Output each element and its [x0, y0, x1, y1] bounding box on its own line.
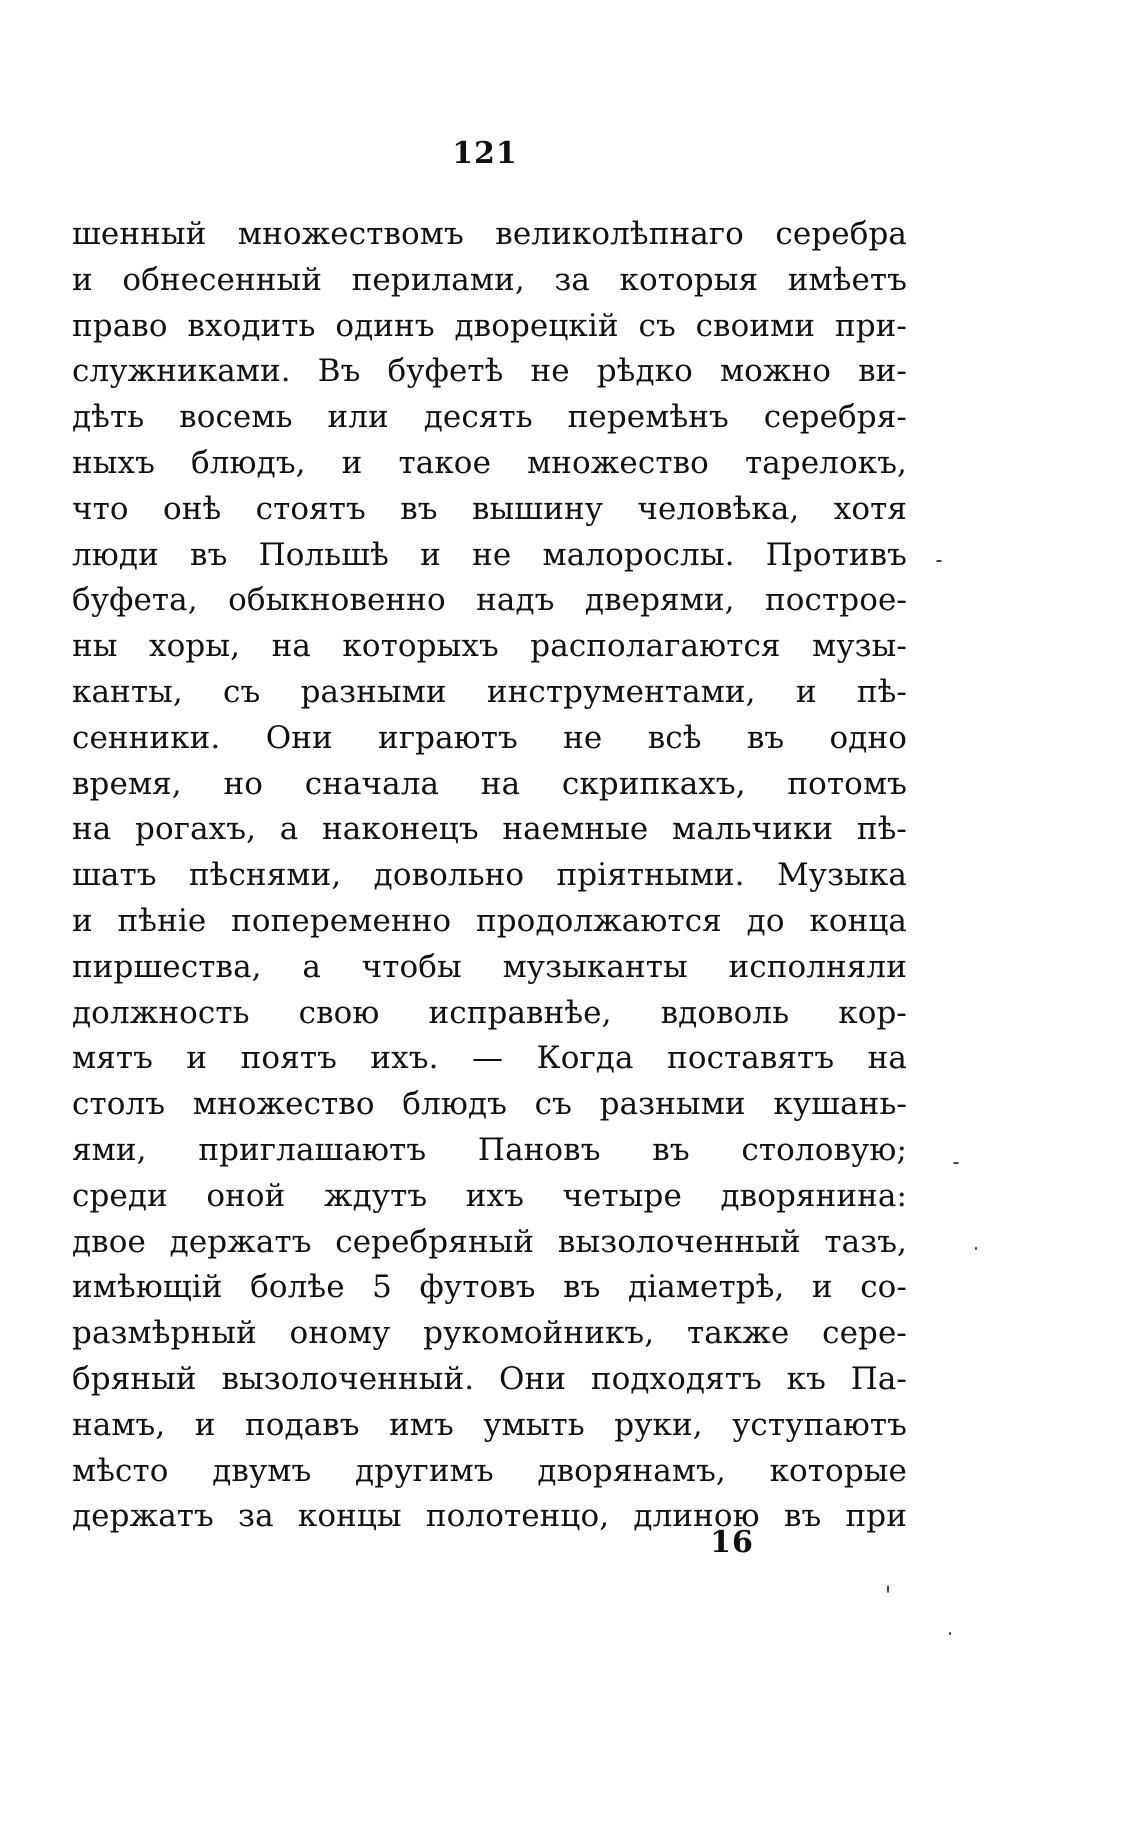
speck-mark — [936, 560, 942, 562]
text-line: канты, съ разными инструментами, и пѣ- — [72, 673, 907, 710]
speck-mark — [975, 1247, 977, 1250]
text-line: право входить одинъ дворецкій съ своими при- — [72, 307, 907, 344]
text-line: ны хоры, на которыхъ располагаются музы- — [72, 628, 907, 665]
text-line: ями, приглашаютъ Пановъ въ столовую; — [72, 1131, 907, 1168]
text-line: двое держатъ серебряный вызолоченный тазъ, — [72, 1223, 907, 1260]
signature-mark: 16 — [710, 1525, 754, 1560]
text-line: сенники. Они играютъ не всѣ въ одно — [72, 719, 907, 756]
text-line: шенный множествомъ великолѣпнаго серебра — [72, 216, 907, 252]
speck-mark — [949, 1632, 951, 1635]
speck-mark — [953, 1162, 959, 1164]
text-line: среди оной ждутъ ихъ четыре дворянина: — [72, 1177, 907, 1214]
text-line: намъ, и подавъ имъ умыть руки, уступаютъ — [72, 1406, 907, 1443]
text-line: люди въ Польшѣ и не малорослы. Противъ — [72, 536, 907, 573]
text-line: шатъ пѣснями, довольно пріятными. Музыка — [72, 857, 907, 894]
text-line: и обнесенный перилами, за которыя имѣетъ — [72, 261, 907, 298]
speck-mark — [887, 1585, 889, 1593]
text-line: столъ множество блюдъ съ разными кушань- — [72, 1086, 907, 1123]
text-line: держатъ за концы полотенцо, длиною въ при — [72, 1498, 907, 1535]
text-line: имѣющій болѣе 5 футовъ въ діаметрѣ, и со- — [72, 1269, 907, 1306]
text-line: время, но сначала на скрипкахъ, потомъ — [72, 765, 907, 802]
text-line: бряный вызолоченный. Они подходятъ къ Па- — [72, 1360, 907, 1397]
text-line: пиршества, а чтобы музыканты исполняли — [72, 948, 907, 985]
text-line: должность свою исправнѣе, вдоволь кор- — [72, 994, 907, 1031]
text-line: буфета, обыкновенно надъ дверями, построе- — [72, 582, 907, 619]
text-line: дѣть восемь или десять перемѣнъ серебря- — [72, 399, 907, 436]
text-line: на рогахъ, а наконецъ наемные мальчики пѣ- — [72, 811, 907, 848]
text-line: что онѣ стоятъ въ вышину человѣка, хотя — [72, 490, 907, 527]
text-line: мѣсто двумъ другимъ дворянамъ, которые — [72, 1452, 907, 1489]
text-line: размѣрный оному рукомойникъ, также сере- — [72, 1315, 907, 1352]
text-line: служниками. Въ буфетѣ не рѣдко можно ви- — [72, 353, 907, 390]
text-line: и пѣніе попеременно продолжаются до конца — [72, 902, 907, 939]
page-number: 121 — [452, 136, 518, 171]
text-line: мятъ и поятъ ихъ. — Когда поставятъ на — [72, 1040, 907, 1077]
text-line: ныхъ блюдъ, и такое множество тарелокъ, — [72, 444, 907, 481]
body-text — [72, 212, 907, 1540]
